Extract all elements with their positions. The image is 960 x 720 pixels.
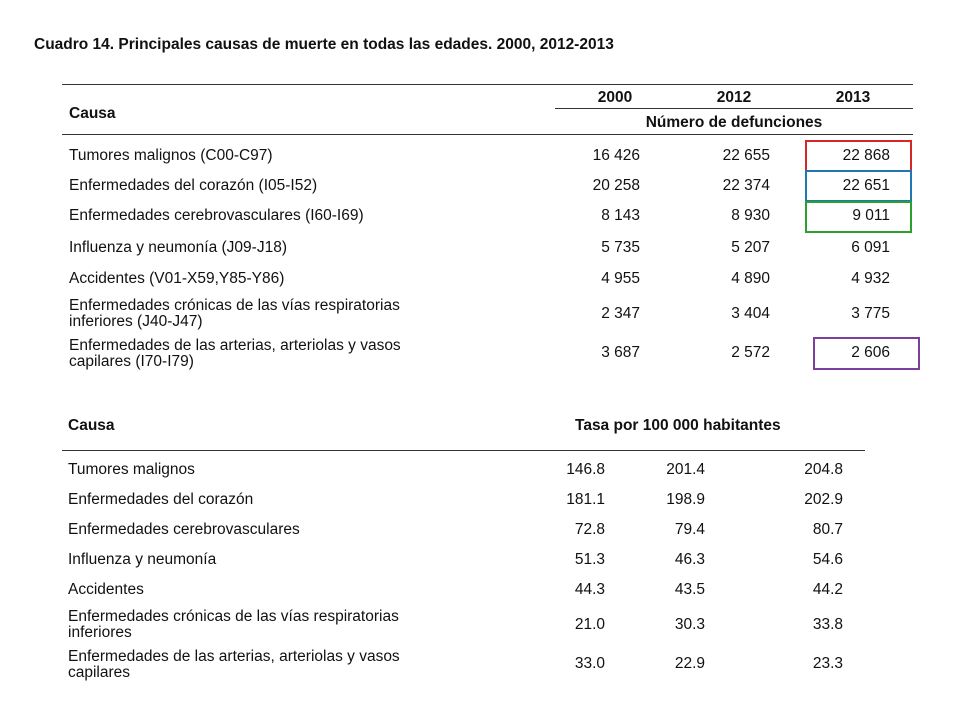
table1-unit-header: Número de defunciones	[645, 114, 823, 131]
cause-label: Accidentes (V01-X59,Y85-Y86)	[69, 270, 285, 287]
value-cell: 80.7	[812, 521, 843, 538]
highlight-box-cerebrovasculares	[805, 201, 912, 233]
value-cell: 33.8	[812, 616, 843, 633]
value-cell: 22 374	[722, 177, 770, 194]
value-cell: 2 347	[601, 305, 640, 322]
value-cell: 3 775	[851, 305, 890, 322]
cause-label: Enfermedades del corazón	[68, 491, 254, 508]
cause-label: Enfermedades crónicas de las vías respiratorias	[69, 297, 400, 314]
highlight-box-arterias	[813, 337, 920, 370]
cause-label: Enfermedades del corazón (I05-I52)	[69, 177, 318, 194]
value-cell: 33.0	[574, 655, 605, 672]
value-cell: 43.5	[674, 581, 705, 598]
cause-label-continued: inferiores	[68, 624, 132, 641]
table1-top-rule	[62, 84, 913, 85]
value-cell: 181.1	[566, 491, 605, 508]
value-cell: 3 687	[601, 344, 640, 361]
value-cell: 198.9	[666, 491, 705, 508]
value-cell: 201.4	[666, 461, 705, 478]
cause-label: Accidentes	[68, 581, 144, 598]
cause-label: Tumores malignos (C00-C97)	[69, 147, 273, 164]
table1-header-rule	[62, 134, 913, 135]
table1-cause-header: Causa	[69, 105, 116, 122]
value-cell: 51.3	[574, 551, 605, 568]
highlight-box-tumores	[805, 140, 912, 172]
value-cell: 4 932	[851, 270, 890, 287]
value-cell: 79.4	[674, 521, 705, 538]
value-cell: 2 572	[731, 344, 770, 361]
cause-label: Enfermedades de las arterias, arteriolas y vasos	[68, 648, 400, 665]
cause-label-continued: inferiores (J40-J47)	[69, 313, 203, 330]
value-cell: 6 091	[851, 239, 890, 256]
value-cell: 22.9	[674, 655, 705, 672]
value-cell: 20 258	[592, 177, 640, 194]
value-cell: 2 606	[851, 344, 890, 361]
value-cell: 54.6	[812, 551, 843, 568]
value-cell: 204.8	[804, 461, 843, 478]
table1-year-header: 2000	[597, 89, 633, 106]
value-cell: 5 207	[731, 239, 770, 256]
cause-label: Enfermedades cerebrovasculares	[68, 521, 300, 538]
cause-label-continued: capilares	[68, 664, 131, 681]
table-caption: Cuadro 14. Principales causas de muerte en todas las edades. 2000, 2012-2013	[34, 36, 614, 53]
highlight-box-corazon	[805, 170, 912, 202]
cause-label-continued: capilares (I70-I79)	[69, 353, 194, 370]
value-cell: 146.8	[566, 461, 605, 478]
table2-unit-header: Tasa por 100 000 habitantes	[575, 417, 781, 434]
value-cell: 8 143	[601, 207, 640, 224]
value-cell: 72.8	[574, 521, 605, 538]
value-cell: 22 651	[842, 177, 890, 194]
value-cell: 16 426	[592, 147, 640, 164]
cause-label: Enfermedades crónicas de las vías respiratorias	[68, 608, 399, 625]
value-cell: 8 930	[731, 207, 770, 224]
cause-label: Tumores malignos	[68, 461, 195, 478]
table2-cause-header: Causa	[68, 417, 115, 434]
value-cell: 202.9	[804, 491, 843, 508]
value-cell: 44.2	[812, 581, 843, 598]
value-cell: 9 011	[852, 207, 890, 224]
cause-label: Enfermedades de las arterias, arteriolas y vasos	[69, 337, 401, 354]
cause-label: Enfermedades cerebrovasculares (I60-I69)	[69, 207, 364, 224]
value-cell: 23.3	[812, 655, 843, 672]
value-cell: 46.3	[674, 551, 705, 568]
cause-label: Influenza y neumonía	[68, 551, 217, 568]
value-cell: 4 890	[731, 270, 770, 287]
table1-year-header: 2012	[716, 89, 752, 106]
value-cell: 4 955	[601, 270, 640, 287]
table1-year-header: 2013	[835, 89, 871, 106]
value-cell: 21.0	[574, 616, 605, 633]
value-cell: 30.3	[674, 616, 705, 633]
value-cell: 3 404	[731, 305, 770, 322]
cause-label: Influenza y neumonía (J09-J18)	[69, 239, 287, 256]
value-cell: 44.3	[574, 581, 605, 598]
value-cell: 22 655	[722, 147, 770, 164]
table1-year-rule	[555, 108, 913, 109]
value-cell: 22 868	[842, 147, 890, 164]
value-cell: 5 735	[601, 239, 640, 256]
table2-header-rule	[62, 450, 865, 451]
